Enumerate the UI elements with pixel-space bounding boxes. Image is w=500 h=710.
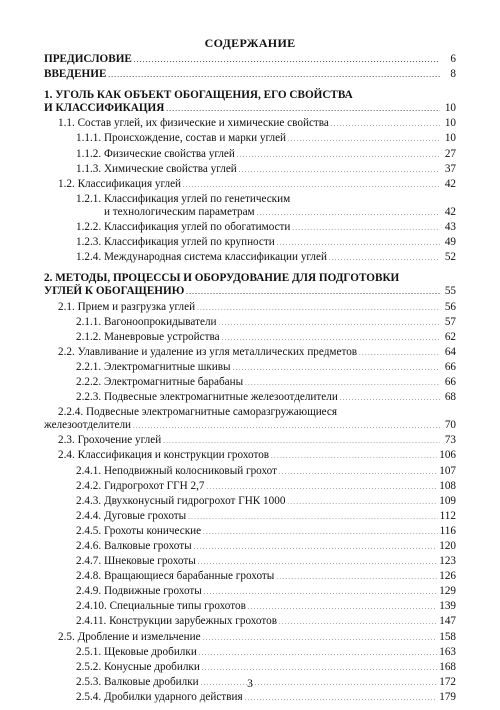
toc-entry[interactable] — [44, 148, 456, 163]
toc-entry-label: УГЛЕЙ К ОБОГАЩЕНИЮ — [44, 285, 185, 298]
toc-page-number: 172 — [439, 675, 456, 688]
toc-page-number: 116 — [439, 524, 456, 537]
toc-leader-dots — [204, 585, 437, 600]
toc-entry[interactable] — [44, 555, 456, 570]
toc-page-number: 64 — [444, 345, 456, 358]
toc-page-number: 147 — [439, 615, 456, 628]
toc-entry-label: 1.2.3. Классификация углей по крупности — [76, 236, 275, 249]
toc-leader-dots — [183, 178, 440, 193]
toc-leader-dots — [237, 148, 440, 163]
toc-leader-dots — [257, 206, 440, 221]
toc-entry-label: 2.4.8. Вращающиеся барабанные грохоты — [76, 570, 275, 583]
toc-entry-label: 2.5.4. Дробилки ударного действия — [76, 690, 243, 703]
toc-page-number: 139 — [439, 600, 456, 613]
toc-entry-label: 2.1.1. Вагоноопрокидыватели — [76, 315, 217, 328]
toc-entry[interactable] — [44, 376, 456, 391]
toc-entry[interactable] — [44, 434, 456, 449]
toc-page-number: 49 — [444, 236, 456, 249]
toc-leader-dots — [331, 117, 440, 132]
toc-entry-label: 2.4.6. Валковые грохоты — [76, 540, 192, 552]
toc-page-number: 129 — [439, 585, 456, 598]
toc-leader-dots — [199, 646, 437, 661]
toc-entry-label: 2.4.9. Подвижные грохоты — [76, 585, 202, 598]
toc-entry[interactable] — [44, 449, 456, 464]
toc-entry[interactable] — [44, 117, 456, 132]
toc-leader-dots — [222, 331, 440, 346]
toc-entry-label: 2.5.3. Валковые дробилки — [76, 675, 199, 688]
toc-entry-label: 2.4.1. Неподвижный колосниковый грохот — [76, 464, 278, 477]
toc-leader-dots — [248, 600, 437, 615]
toc-entry-label: 2.1.2. Маневровые устройства — [76, 330, 220, 343]
toc-entry[interactable] — [44, 236, 456, 251]
toc-page-number: 10 — [444, 132, 456, 145]
toc-entry-label: 2.2.2. Электромагнитные барабаны — [76, 375, 244, 388]
toc-leader-dots — [166, 102, 440, 117]
toc-entry-label: 2.4.5. Грохоты конические — [76, 524, 202, 537]
toc-entry-label: 2.5.1. Щековые дробилки — [76, 645, 197, 658]
toc-page-number: 112 — [439, 509, 456, 522]
toc-entry-label: И КЛАССИФИКАЦИЯ — [44, 102, 165, 115]
toc-entry[interactable] — [44, 615, 456, 630]
toc-entry-label: 2.4.10. Специальные типы грохотов — [76, 600, 246, 613]
toc-page-number: 109 — [439, 494, 456, 507]
toc-entry-label: ВВЕДЕНИЕ — [44, 68, 107, 81]
toc-page-number: 163 — [439, 645, 456, 658]
toc-leader-dots — [202, 661, 437, 676]
toc-entry-line[interactable]: 2.2.4. Подвесные электромагнитные саморазгружающиеся — [58, 406, 338, 419]
toc-page-number: 66 — [444, 375, 456, 388]
toc-leader-dots — [194, 540, 438, 555]
toc-entry[interactable] — [44, 331, 456, 346]
toc-entry[interactable] — [44, 419, 456, 434]
toc-page-number: 10 — [444, 117, 456, 130]
toc-page-number: 37 — [444, 162, 456, 175]
toc-list — [44, 53, 456, 706]
toc-leader-dots — [206, 480, 437, 495]
toc-entry-label: 2.3. Грохочение углей — [58, 434, 162, 447]
toc-entry[interactable] — [44, 600, 456, 615]
toc-entry-label: 1.2.4. Международная система классификации углей — [76, 251, 327, 264]
toc-entry[interactable] — [44, 53, 456, 68]
toc-leader-dots — [134, 53, 440, 68]
toc-page-number: 6 — [450, 53, 456, 65]
toc-entry[interactable] — [44, 631, 456, 646]
toc-entry[interactable] — [44, 346, 456, 361]
toc-entry[interactable] — [44, 132, 456, 147]
toc-entry[interactable] — [44, 102, 456, 117]
toc-page-number: 73 — [444, 434, 456, 447]
toc-entry-label: ПРЕДИСЛОВИЕ — [44, 53, 132, 65]
contents-title: СОДЕРЖАНИЕ — [204, 36, 296, 50]
toc-entry-label: 2.4.4. Дуговые грохоты — [76, 509, 187, 522]
toc-entry-label: 2.5. Дробление и измельчение — [58, 630, 201, 643]
toc-leader-dots — [163, 434, 440, 449]
toc-entry[interactable] — [44, 163, 456, 178]
toc-entry[interactable] — [44, 661, 456, 676]
toc-entry-label: 2.4.3. Двухконусный гидрогрохот ГНК 1000 — [76, 494, 286, 507]
toc-leader-dots — [279, 465, 437, 480]
toc-page-number: 123 — [439, 555, 456, 568]
toc-entry-line[interactable]: 1.2.1. Классификация углей по генетическим — [76, 192, 291, 205]
toc-entry[interactable] — [44, 646, 456, 661]
toc-entry[interactable] — [44, 480, 456, 495]
toc-page-number: 106 — [439, 449, 456, 462]
toc-entry[interactable] — [44, 361, 456, 376]
toc-leader-dots — [186, 285, 440, 300]
toc-page-number: 70 — [444, 419, 456, 432]
toc-leader-dots — [287, 495, 437, 510]
toc-entry-label: 1.2.2. Классификация углей по обогатимости — [76, 221, 291, 234]
toc-entry-label: 2.4. Классификация и конструкции грохотов — [58, 449, 270, 462]
toc-page-number: 62 — [444, 330, 456, 343]
toc-page-number: 8 — [450, 68, 456, 81]
toc-entry[interactable] — [44, 178, 456, 193]
toc-entry[interactable] — [44, 221, 456, 236]
toc-leader-dots — [340, 391, 440, 406]
toc-page-number: 55 — [444, 285, 456, 298]
toc-entry[interactable] — [44, 68, 456, 83]
toc-leader-dots — [279, 615, 437, 630]
toc-leader-dots — [198, 555, 437, 570]
toc-leader-dots — [292, 221, 440, 236]
toc-entry[interactable] — [44, 316, 456, 331]
toc-leader-dots — [245, 376, 440, 391]
toc-page-number: 56 — [444, 300, 456, 313]
toc-page-number: 27 — [444, 147, 456, 160]
toc-page-number: 66 — [444, 360, 456, 373]
toc-entry[interactable] — [44, 465, 456, 480]
toc-leader-dots — [288, 132, 440, 147]
toc-entry[interactable] — [44, 525, 456, 540]
toc-leader-dots — [233, 361, 440, 376]
toc-leader-dots — [133, 419, 440, 434]
toc-entry[interactable] — [44, 540, 456, 555]
toc-page-number: 179 — [439, 690, 456, 703]
toc-entry-label: 2.5.2. Конусные дробилки — [76, 660, 200, 673]
toc-entry-label: 1.1.3. Химические свойства углей — [76, 162, 237, 175]
toc-leader-dots — [108, 68, 440, 83]
toc-entry-label: 2.1. Прием и разгрузка углей — [58, 300, 196, 313]
toc-page-number: 120 — [439, 540, 456, 552]
toc-entry[interactable] — [44, 510, 456, 525]
toc-entry[interactable] — [44, 301, 456, 316]
toc-entry-label: 2.2.3. Подвесные электромагнитные железоотделители — [76, 391, 338, 404]
toc-leader-dots — [188, 510, 437, 525]
toc-page-number: 168 — [439, 660, 456, 673]
toc-leader-dots — [329, 251, 440, 266]
toc-entry[interactable] — [44, 206, 456, 221]
toc-page-number: 42 — [444, 205, 456, 218]
toc-entry-label: 2.4.11. Конструкции зарубежных грохотов — [76, 615, 277, 628]
toc-entry[interactable] — [44, 570, 456, 585]
toc-entry[interactable] — [44, 285, 456, 300]
toc-entry[interactable] — [44, 585, 456, 600]
toc-entry[interactable] — [44, 495, 456, 510]
toc-leader-dots — [239, 163, 440, 178]
toc-entry-label: 2.4.2. Гидрогрохот ГГН 2,7 — [76, 479, 205, 492]
toc-leader-dots — [276, 570, 437, 585]
toc-entry-line[interactable]: 2. МЕТОДЫ, ПРОЦЕССЫ И ОБОРУДОВАНИЕ ДЛЯ ПОДГОТОВКИ — [44, 272, 400, 285]
toc-entry-label: железоотделители — [44, 419, 132, 432]
toc-page-number: 57 — [444, 315, 456, 328]
toc-leader-dots — [203, 631, 438, 646]
toc-entry-label: 1.2. Классификация углей — [58, 177, 182, 190]
toc-leader-dots — [277, 236, 440, 251]
toc-entry[interactable] — [44, 691, 456, 706]
table-of-contents — [44, 36, 456, 706]
toc-page-number: 52 — [444, 251, 456, 264]
toc-page-number: 158 — [439, 630, 456, 643]
toc-entry-line[interactable]: 1. УГОЛЬ КАК ОБЪЕКТ ОБОГАЩЕНИЯ, ЕГО СВОЙСТВА — [44, 89, 353, 102]
toc-page-number: 42 — [444, 177, 456, 190]
toc-page-number: 10 — [444, 102, 456, 115]
toc-leader-dots — [359, 346, 440, 361]
toc-entry[interactable] — [44, 251, 456, 266]
toc-page-number: 68 — [444, 391, 456, 404]
toc-entry-label: 2.2.1. Электромагнитные шкивы — [76, 360, 231, 373]
toc-entry[interactable] — [44, 391, 456, 406]
toc-leader-dots — [197, 301, 440, 316]
toc-entry-label: 1.1.1. Происхождение, состав и марки углей — [76, 132, 287, 145]
toc-entry-label: 2.2. Улавливание и удаление из угля металлических предметов — [58, 345, 358, 358]
toc-page-number: 108 — [439, 479, 456, 492]
toc-leader-dots — [245, 691, 438, 706]
toc-entry-label: 1.1. Состав углей, их физические и химические свойства — [58, 117, 329, 130]
toc-leader-dots — [203, 525, 438, 540]
toc-entry-label: 2.4.7. Шнековые грохоты — [76, 555, 196, 568]
toc-leader-dots — [219, 316, 440, 331]
toc-page-number: 43 — [444, 221, 456, 234]
toc-page-number: 126 — [439, 570, 456, 583]
toc-page-number: 107 — [439, 464, 456, 477]
toc-leader-dots — [271, 449, 437, 464]
toc-entry-label: и технологическим параметрам — [104, 205, 255, 218]
toc-entry-label: 1.1.2. Физические свойства углей — [76, 147, 235, 160]
page-number: 3 — [247, 678, 253, 690]
